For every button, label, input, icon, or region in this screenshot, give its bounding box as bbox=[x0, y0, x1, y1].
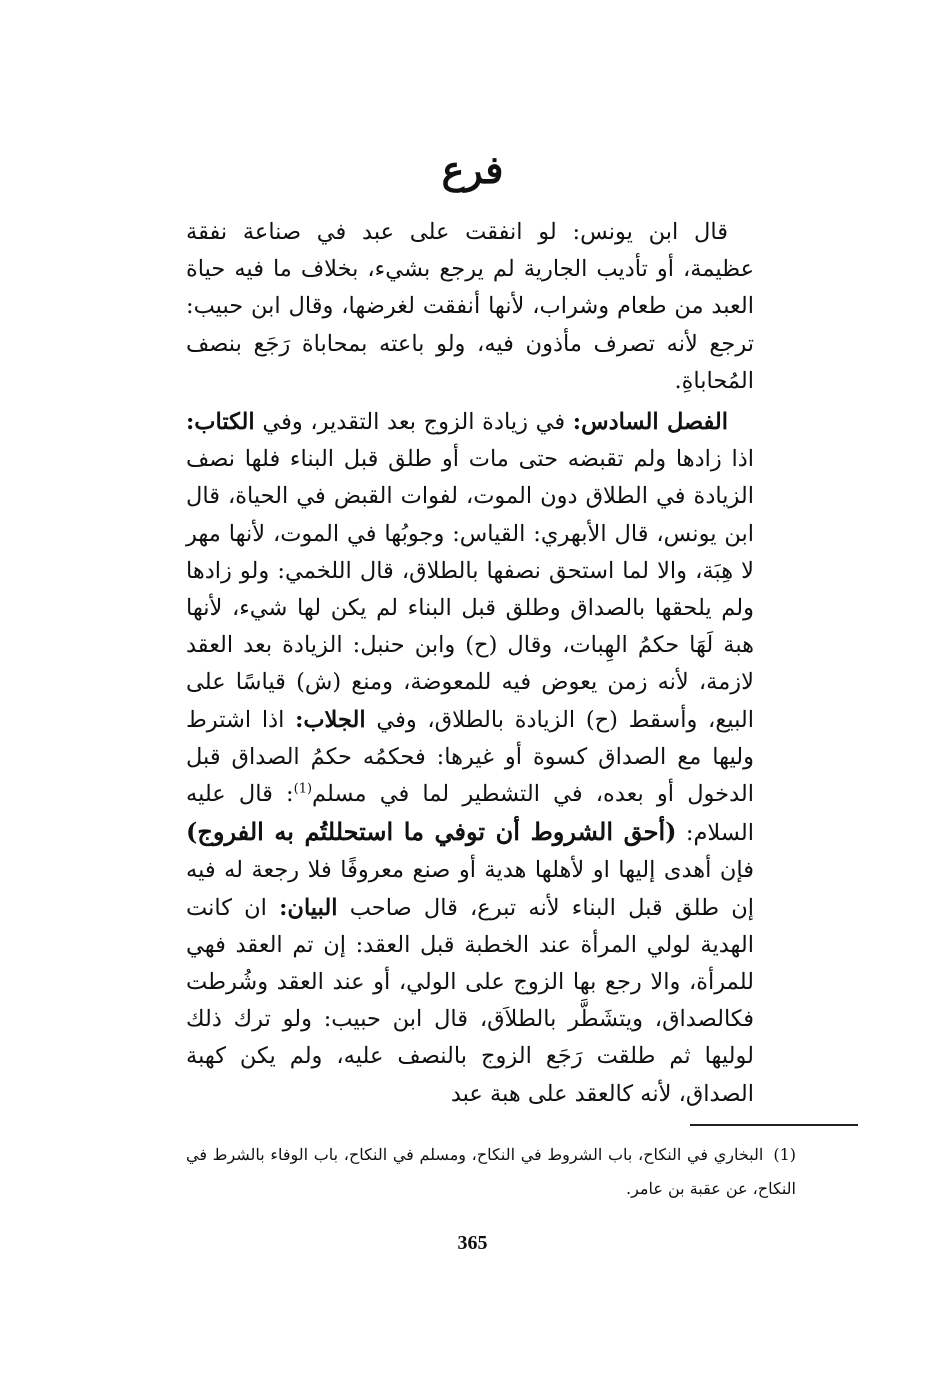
footnote bbox=[186, 1138, 796, 1206]
section-heading: فرع bbox=[441, 147, 504, 192]
paragraph-2 bbox=[186, 404, 754, 1113]
footnote-text: البخاري في النكاح، باب الشروط في النكاح، ومسلم في النكاح، باب الوفاء بالشرط في النكاح، عن عقبة بن عامر. bbox=[186, 1145, 796, 1198]
source-bayan: البيان: bbox=[279, 894, 338, 921]
text-run: : قال عليه السلام: bbox=[186, 781, 754, 847]
source-jallab: الجلاب: bbox=[295, 706, 366, 733]
text-run: اذا زادها ولم تقبضه حتى مات أو طلق قبل البناء فلها نصف الزيادة في الطلاق دون الموت، لفوات القبض في الحياة، قال ابن يونس، قال الأبهري: القياس: وجوبُها في الموت، لأنها مهر لا هِبَة، والا لما استحق نصفها بالطلاق، قال اللخمي: ولو زادها ولم يلحقها بالصداق وطلق قبل البناء لم يكن لها شيء، لأنها هبة لَهَا حكمُ الهِبات، وقال (ح) وابن حنبل: الزيادة بعد العقد لازمة، لأنه زمن يعوض فيه للمعوضة، ومنع (ش) قياسًا على البيع، وأسقط (ح) الزيادة بالطلاق، وفي bbox=[186, 446, 754, 733]
text-run: فإن أهدى إليها او لأهلها هدية أو صنع معروفًا فلا رجعة له فيه إن طلق قبل البناء لأنه تبرع، قال صاحب bbox=[186, 857, 754, 921]
footnote-number: (1) bbox=[773, 1145, 797, 1164]
footnote-divider bbox=[690, 1124, 858, 1126]
chapter-title: الفصل السادس: bbox=[572, 409, 728, 435]
text-run: اذا اشترط وليها مع الصداق كسوة أو غيرها: فحكمُه حكمُ الصداق قبل الدخول أو بعده، في التشطير لما في مسلم bbox=[186, 706, 755, 808]
page-number: 365 bbox=[457, 1232, 488, 1254]
paragraph-2-text bbox=[186, 404, 754, 1113]
hadith-quote: (أحق الشروط أن توفي ما استحللتُم به الفروج) bbox=[186, 817, 677, 847]
footnote-reference: (1) bbox=[293, 781, 313, 797]
paragraph-1 bbox=[186, 214, 754, 400]
text-run: في زيادة الزوج بعد التقدير، وفي bbox=[254, 409, 573, 435]
text-run: ان كانت الهدية لولي المرأة عند الخطبة قبل العقد: إن تم العقد فهي للمرأة، والا رجع بها الزوج على الولي، أو عند العقد وشُرطت فكالصداق، ويتشَطَّر بالطلاَق، قال ابن حبيب: ولو ترك ذلك لوليها ثم طلقت رَجَع الزوج بالنصف عليه، ولم يكن كهبة الصداق، لأنه كالعقد على هبة عبد bbox=[186, 894, 754, 1107]
source-kitab: الكتاب: bbox=[186, 409, 255, 435]
paragraph-1-text: قال ابن يونس: لو انفقت على عبد في صناعة نفقة عظيمة، أو تأديب الجارية لم يرجع بشيء، بخلاف ما فيه حياة العبد من طعام وشراب، لأنها أنفقت لغرضها، وقال ابن حبيب: ترجع لأنه تصرف مأذون فيه، ولو باعته بمحاباة رَجَع بنصف المُحاباةِ. bbox=[186, 219, 754, 394]
